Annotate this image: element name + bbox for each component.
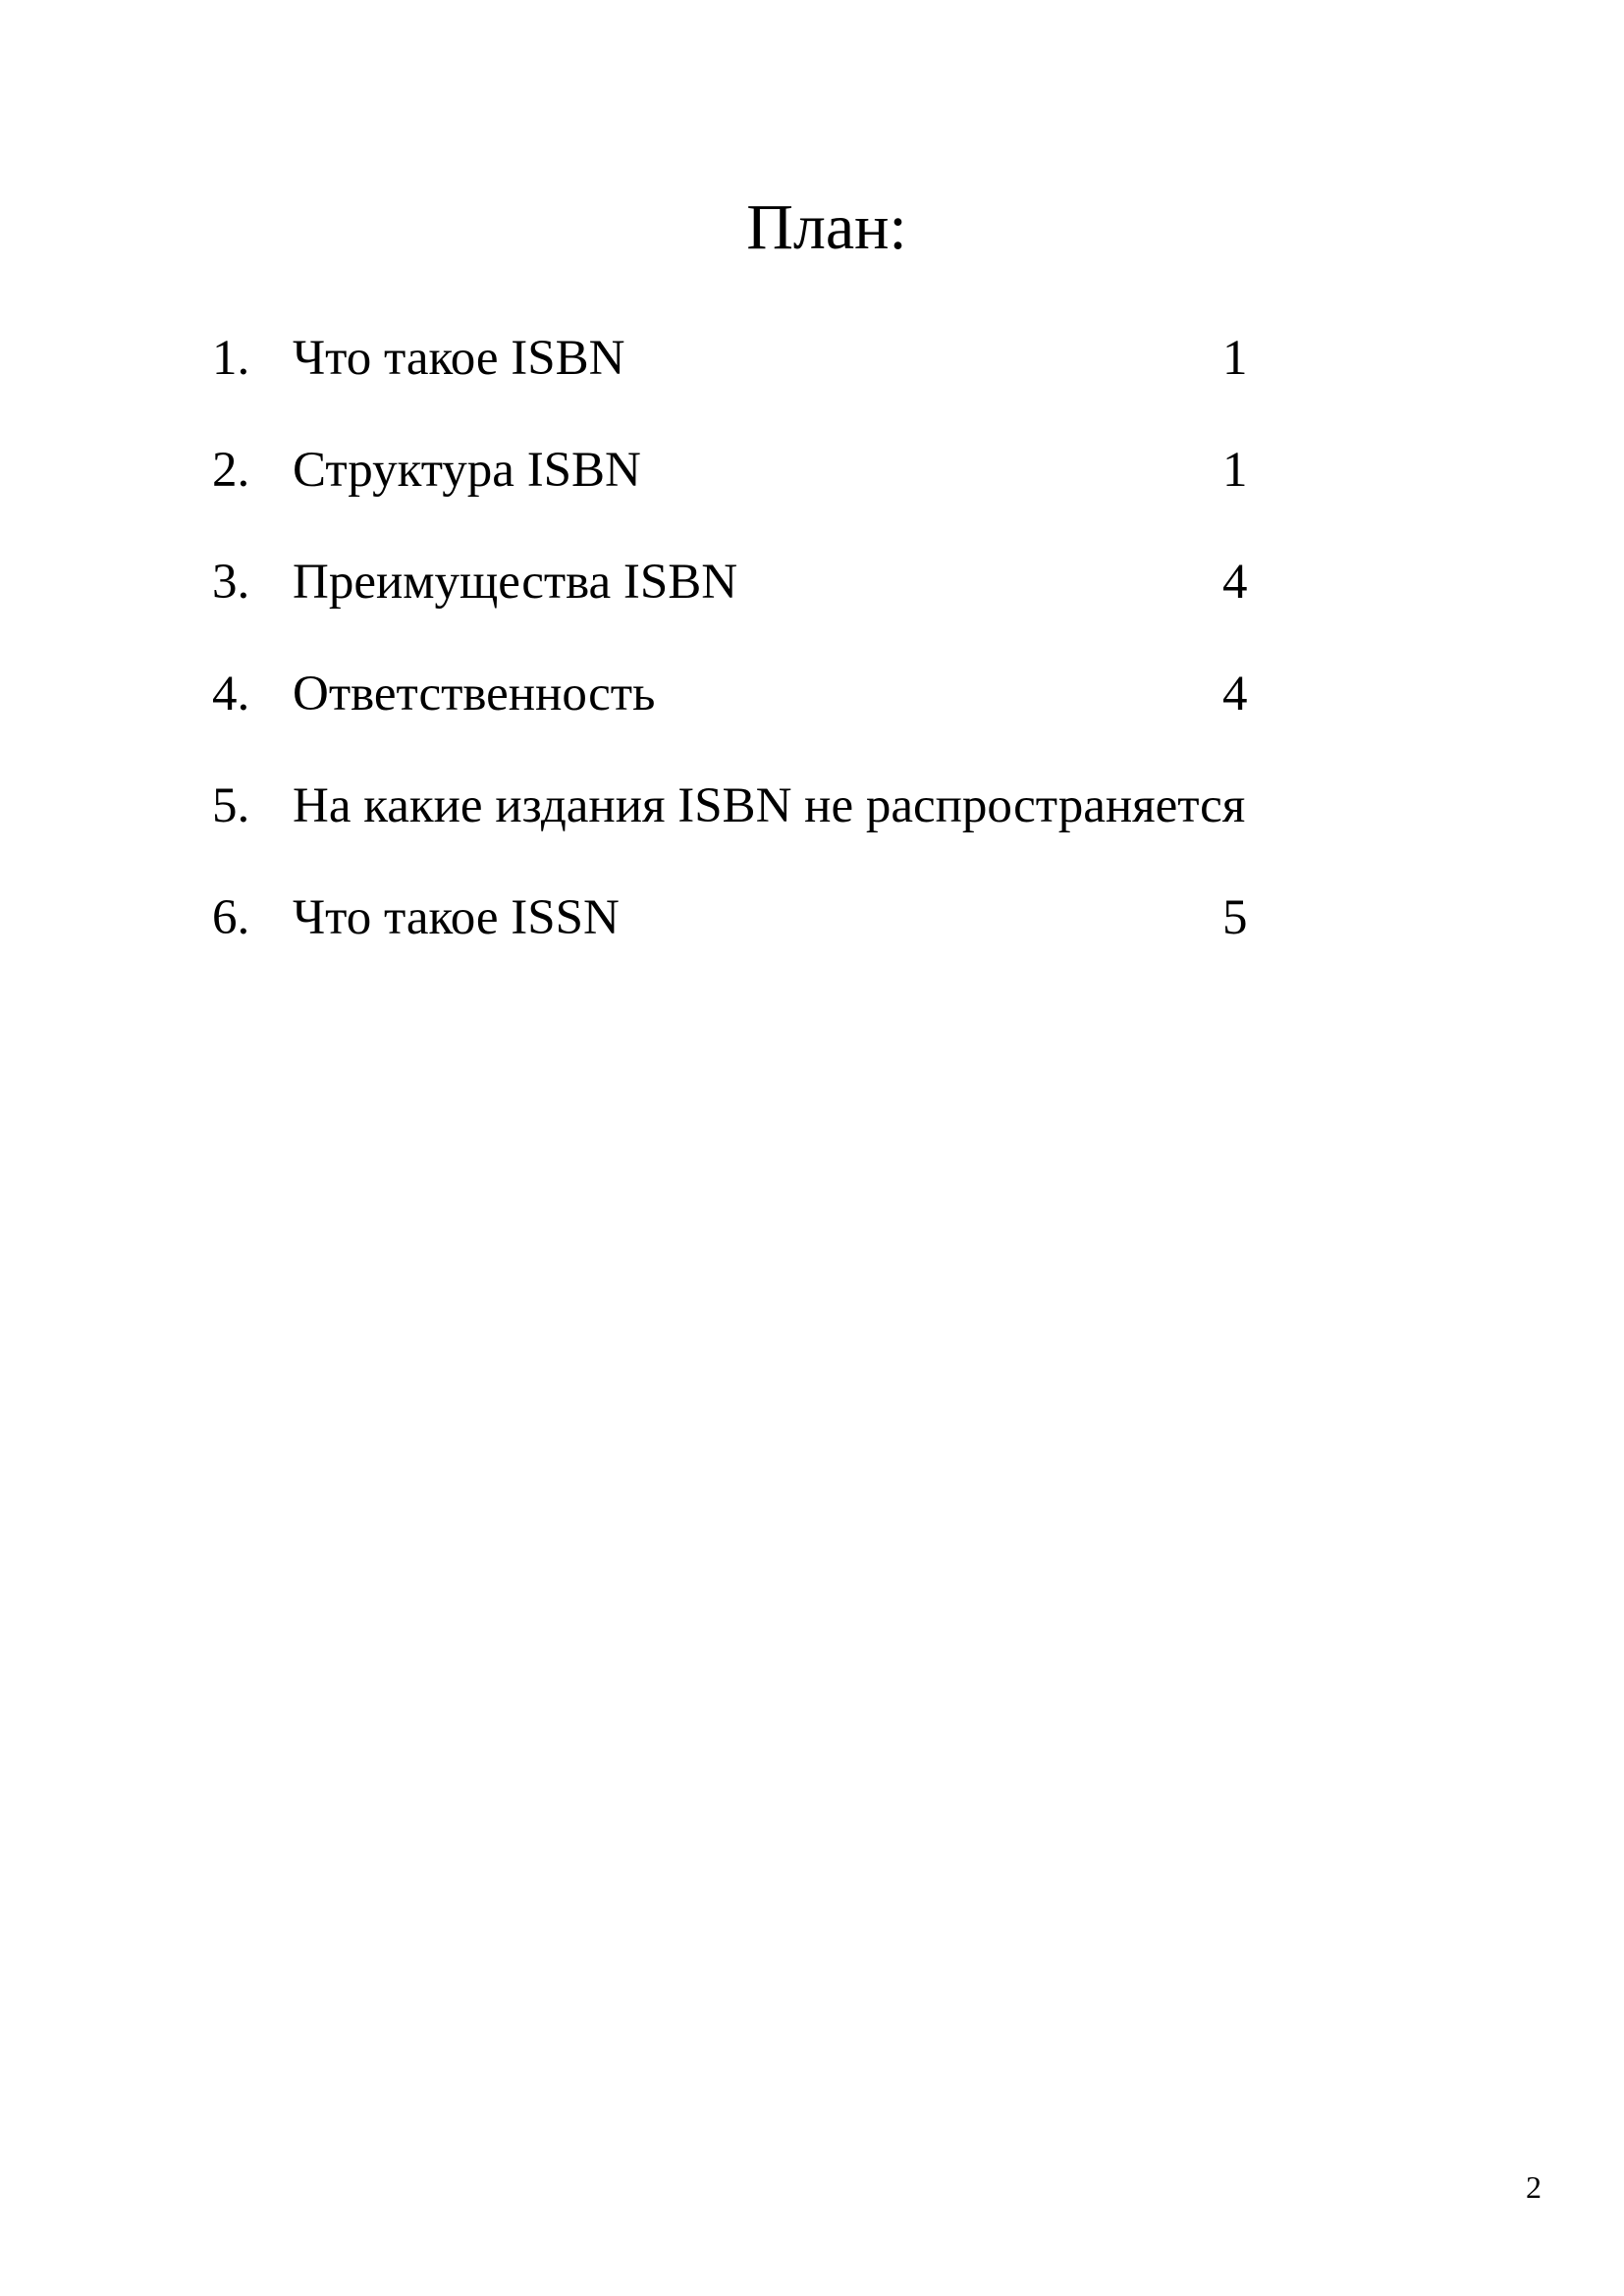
toc-item-text: Что такое ISBN <box>293 331 625 386</box>
toc-item-page: 5 <box>1222 890 1248 945</box>
toc-item-page: 1 <box>1222 443 1248 498</box>
toc-item-text: На какие издания ISBN не распространяется <box>293 778 1246 833</box>
toc-item-number: 2. <box>212 443 250 498</box>
page-title: План: <box>746 191 907 263</box>
toc-item-page: 4 <box>1222 667 1248 721</box>
toc-item-page: 1 <box>1222 331 1248 386</box>
toc-item-page: 4 <box>1222 555 1248 610</box>
toc-item-number: 4. <box>212 667 250 721</box>
toc-item <box>0 660 1624 728</box>
toc-item <box>0 324 1624 393</box>
toc-item-number: 6. <box>212 890 250 945</box>
toc-item <box>0 772 1624 840</box>
toc-item-number: 1. <box>212 331 250 386</box>
toc-item-text: Структура ISBN <box>293 443 641 498</box>
toc-item-text: Что такое ISSN <box>293 890 620 945</box>
toc-item <box>0 883 1624 952</box>
toc-item <box>0 436 1624 505</box>
toc-item-number: 5. <box>212 778 250 833</box>
toc-item-text: Преимущества ISBN <box>293 555 738 610</box>
toc-item <box>0 548 1624 616</box>
toc-item-text: Ответственность <box>293 667 656 721</box>
page-number: 2 <box>1526 2169 1542 2205</box>
toc-item-number: 3. <box>212 555 250 610</box>
